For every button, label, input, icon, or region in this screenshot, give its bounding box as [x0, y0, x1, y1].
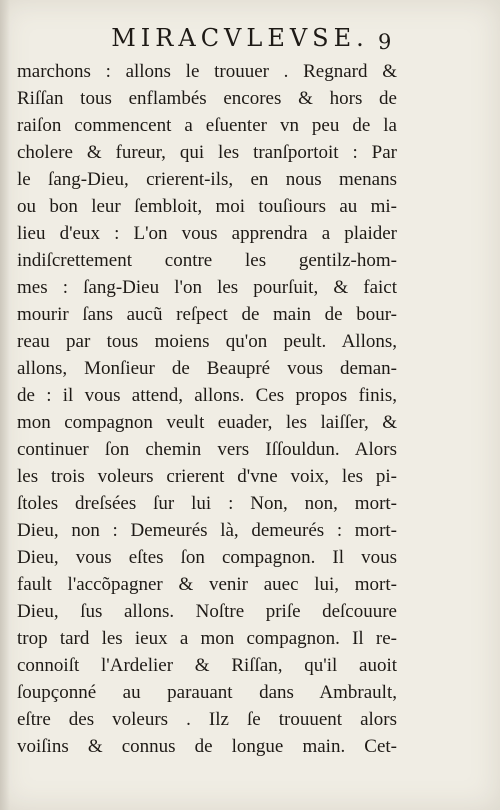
- text-line-4: cholere & fureur, qui les tranſportoit : Par: [17, 142, 397, 163]
- text-line-20: fault l'accõpagner & venir auec lui, mort-: [17, 574, 397, 595]
- text-line-24: ſoupçonné au parauant dans Ambrault,: [17, 682, 397, 703]
- running-head: MIRACVLEVSE.: [111, 24, 369, 52]
- text-line-3: raiſon commencent a eſuenter vn peu de la: [17, 115, 397, 136]
- text-line-12: allons, Monſieur de Beaupré vous deman-: [17, 358, 397, 379]
- text-line-15: continuer ſon chemin vers Iſſouldun. Alors: [17, 439, 397, 460]
- text-line-6: ou bon leur ſembloit, moi touſiours au mi-: [17, 196, 397, 217]
- body-text: [17, 58, 397, 760]
- text-line-13: de : il vous attend, allons. Ces propos finis,: [17, 385, 397, 406]
- text-line-14: mon compagnon veult euader, les laiſſer, &: [17, 412, 397, 433]
- text-line-10: mourir ſans aucũ reſpect de main de bour-: [17, 304, 397, 325]
- text-line-21: Dieu, ſus allons. Noſtre priſe deſcouure: [17, 601, 397, 622]
- text-line-23: connoiſt l'Ardelier & Riſſan, qu'il auoit: [17, 655, 397, 676]
- text-line-8: indiſcrettement contre les gentilz-hom-: [17, 250, 397, 271]
- text-line-11: reau par tous moiens qu'on peult. Allons,: [17, 331, 397, 352]
- page-number: 9: [378, 30, 392, 54]
- text-line-7: lieu d'eux : L'on vous apprendra a plaider: [17, 223, 397, 244]
- text-line-22: trop tard les ieux a mon compagnon. Il re-: [17, 628, 397, 649]
- text-line-25: eſtre des voleurs . Ilz ſe trouuent alors: [17, 709, 397, 730]
- page-gutter-shadow: [0, 0, 10, 810]
- text-line-17: ſtoles dreſsées ſur lui : Non, non, mort-: [17, 493, 397, 514]
- text-line-5: le ſang-Dieu, crierent-ils, en nous menans: [17, 169, 397, 190]
- text-line-19: Dieu, vous eſtes ſon compagnon. Il vous: [17, 547, 397, 568]
- text-line-2: Riſſan tous enflambés encores & hors de: [17, 88, 397, 109]
- text-line-9: mes : ſang-Dieu l'on les pourſuit, & faict: [17, 277, 397, 298]
- text-line-16: les trois voleurs crierent d'vne voix, les pi-: [17, 466, 397, 487]
- text-line-26: voiſins & connus de longue main. Cet-: [17, 736, 397, 757]
- text-line-1: marchons : allons le trouuer . Regnard &: [17, 61, 397, 82]
- text-line-18: Dieu, non : Demeurés là, demeurés : mort-: [17, 520, 397, 541]
